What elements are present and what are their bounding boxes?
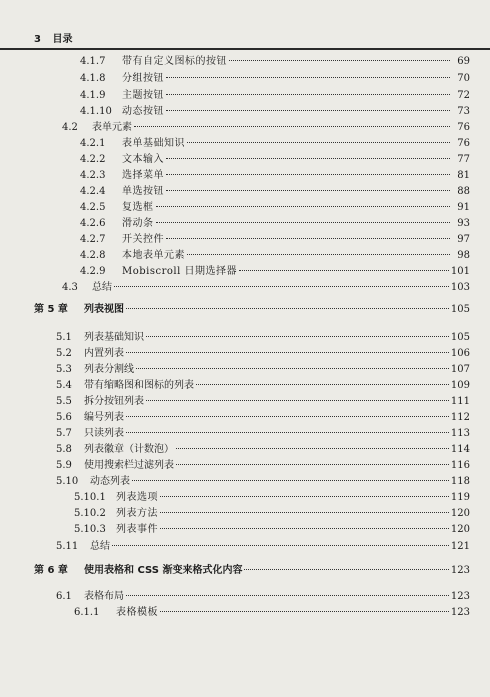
chapter-number: 第 6 章 bbox=[34, 565, 68, 576]
entry-page: 88 bbox=[457, 186, 470, 197]
entry-page: 120 bbox=[450, 508, 470, 519]
entry-page: 98 bbox=[457, 250, 470, 261]
entry-title: 本地表单元素 bbox=[122, 250, 185, 261]
entry-title: 列表方法 bbox=[116, 508, 158, 519]
toc-entry[interactable] bbox=[80, 265, 470, 279]
entry-title: 使用搜索栏过滤列表 bbox=[84, 460, 174, 471]
toc-entry[interactable] bbox=[80, 249, 470, 263]
leader-dots bbox=[146, 336, 449, 337]
entry-number: 4.3 bbox=[62, 282, 78, 293]
leader-dots bbox=[126, 432, 449, 433]
toc-entry[interactable] bbox=[56, 411, 470, 425]
entry-title: 列表分割线 bbox=[84, 364, 134, 375]
toc-entry[interactable] bbox=[80, 201, 470, 215]
header-rule bbox=[0, 48, 490, 50]
entry-title: 表格模板 bbox=[116, 607, 158, 618]
leader-dots bbox=[156, 206, 451, 207]
entry-title: 分组按钮 bbox=[122, 73, 164, 84]
entry-number: 6.1.1 bbox=[74, 607, 100, 618]
entry-title: 带有缩略图和图标的列表 bbox=[84, 380, 194, 391]
leader-dots bbox=[114, 286, 449, 287]
entry-number: 4.1.10 bbox=[80, 106, 112, 117]
entry-page: 107 bbox=[450, 364, 470, 375]
toc-entry[interactable] bbox=[56, 459, 470, 473]
entry-title: 滑动条 bbox=[122, 218, 154, 229]
entry-page: 70 bbox=[457, 73, 470, 84]
entry-page: 121 bbox=[450, 541, 470, 552]
entry-page: 101 bbox=[450, 266, 470, 277]
entry-page: 106 bbox=[450, 348, 470, 359]
toc-entry[interactable] bbox=[80, 153, 470, 167]
toc-entry[interactable] bbox=[56, 590, 470, 604]
toc-entry[interactable] bbox=[80, 89, 470, 103]
entry-number: 4.2.3 bbox=[80, 170, 106, 181]
entry-page: 81 bbox=[457, 170, 470, 181]
entry-number: 5.6 bbox=[56, 412, 72, 423]
entry-title: 动态列表 bbox=[90, 476, 130, 487]
toc-entry[interactable] bbox=[80, 55, 470, 69]
leader-dots bbox=[112, 545, 449, 546]
entry-title: 单选按钮 bbox=[122, 186, 164, 197]
toc-entry[interactable] bbox=[62, 121, 470, 135]
toc-entry[interactable] bbox=[80, 169, 470, 183]
page-header bbox=[34, 30, 80, 45]
entry-number: 5.2 bbox=[56, 348, 72, 359]
entry-number: 4.2.1 bbox=[80, 138, 106, 149]
entry-page: 91 bbox=[457, 202, 470, 213]
entry-page: 76 bbox=[457, 122, 470, 133]
header-chapter-number: 3 bbox=[34, 34, 41, 45]
leader-dots bbox=[126, 308, 449, 309]
toc-entry[interactable] bbox=[80, 185, 470, 199]
toc-entry[interactable] bbox=[80, 217, 470, 231]
entry-number: 6.1 bbox=[56, 591, 72, 602]
toc-entry[interactable] bbox=[80, 137, 470, 151]
entry-title: Mobiscroll 日期选择器 bbox=[122, 266, 237, 277]
leader-dots bbox=[136, 368, 449, 369]
entry-page: 118 bbox=[450, 476, 470, 487]
entry-page: 119 bbox=[450, 492, 470, 503]
toc-chapter-entry[interactable] bbox=[34, 564, 470, 578]
entry-page: 103 bbox=[450, 282, 470, 293]
toc-entry[interactable] bbox=[80, 72, 470, 86]
entry-number: 4.1.8 bbox=[80, 73, 106, 84]
entry-title: 内置列表 bbox=[84, 348, 124, 359]
toc-entry[interactable] bbox=[74, 507, 470, 521]
entry-page: 93 bbox=[457, 218, 470, 229]
leader-dots bbox=[166, 110, 450, 111]
entry-number: 4.1.7 bbox=[80, 56, 106, 67]
leader-dots bbox=[166, 190, 450, 191]
entry-number: 4.2.7 bbox=[80, 234, 106, 245]
entry-number: 5.4 bbox=[56, 380, 72, 391]
leader-dots bbox=[239, 270, 449, 271]
entry-page: 73 bbox=[457, 106, 470, 117]
entry-page: 114 bbox=[450, 444, 470, 455]
entry-number: 4.2 bbox=[62, 122, 78, 133]
entry-page: 116 bbox=[450, 460, 470, 471]
entry-number: 5.10.2 bbox=[74, 508, 106, 519]
entry-number: 4.1.9 bbox=[80, 90, 106, 101]
entry-title: 列表基础知识 bbox=[84, 332, 144, 343]
entry-title: 复选框 bbox=[122, 202, 154, 213]
entry-number: 4.2.8 bbox=[80, 250, 106, 261]
leader-dots bbox=[166, 94, 450, 95]
leader-dots bbox=[229, 60, 450, 61]
entry-page: 76 bbox=[457, 138, 470, 149]
entry-number: 4.2.5 bbox=[80, 202, 106, 213]
leader-dots bbox=[176, 448, 449, 449]
leader-dots bbox=[166, 158, 450, 159]
entry-page: 113 bbox=[450, 428, 470, 439]
entry-title: 列表事件 bbox=[116, 524, 158, 535]
toc-entry[interactable] bbox=[56, 540, 470, 554]
entry-page: 109 bbox=[450, 380, 470, 391]
entry-page: 72 bbox=[457, 90, 470, 101]
entry-number: 5.10 bbox=[56, 476, 79, 487]
entry-page: 97 bbox=[457, 234, 470, 245]
leader-dots bbox=[160, 496, 449, 497]
entry-number: 5.7 bbox=[56, 428, 72, 439]
toc-entry[interactable] bbox=[74, 523, 470, 537]
entry-title: 编号列表 bbox=[84, 412, 124, 423]
toc-entry[interactable] bbox=[56, 347, 470, 361]
chapter-number: 第 5 章 bbox=[34, 304, 68, 315]
entry-page: 123 bbox=[450, 591, 470, 602]
toc-entry[interactable] bbox=[56, 443, 470, 457]
toc-entry[interactable] bbox=[62, 281, 470, 295]
toc-entry[interactable] bbox=[56, 427, 470, 441]
entry-number: 5.5 bbox=[56, 396, 72, 407]
chapter-title: 使用表格和 CSS 渐变来格式化内容 bbox=[84, 565, 243, 576]
leader-dots bbox=[126, 416, 449, 417]
leader-dots bbox=[244, 569, 448, 570]
leader-dots bbox=[126, 595, 449, 596]
entry-page: 112 bbox=[450, 412, 470, 423]
leader-dots bbox=[187, 142, 450, 143]
entry-page: 123 bbox=[450, 607, 470, 618]
leader-dots bbox=[146, 400, 449, 401]
entry-page: 77 bbox=[457, 154, 470, 165]
entry-title: 选择菜单 bbox=[122, 170, 164, 181]
toc-entry[interactable] bbox=[74, 491, 470, 505]
entry-title: 动态按钮 bbox=[122, 106, 164, 117]
entry-title: 主题按钮 bbox=[122, 90, 164, 101]
entry-number: 5.9 bbox=[56, 460, 72, 471]
entry-number: 4.2.9 bbox=[80, 266, 106, 277]
entry-title: 只读列表 bbox=[84, 428, 124, 439]
toc-chapter-entry[interactable] bbox=[34, 303, 470, 317]
entry-title: 拆分按钮列表 bbox=[84, 396, 144, 407]
entry-page: 105 bbox=[450, 304, 470, 315]
entry-title: 开关控件 bbox=[122, 234, 164, 245]
entry-page: 123 bbox=[450, 565, 470, 576]
leader-dots bbox=[126, 352, 449, 353]
leader-dots bbox=[160, 528, 449, 529]
entry-title: 表单基础知识 bbox=[122, 138, 185, 149]
leader-dots bbox=[176, 464, 449, 465]
toc-entry[interactable] bbox=[56, 363, 470, 377]
entry-title: 总结 bbox=[92, 282, 112, 293]
toc-entry[interactable] bbox=[56, 331, 470, 345]
entry-number: 5.1 bbox=[56, 332, 72, 343]
entry-page: 120 bbox=[450, 524, 470, 535]
leader-dots bbox=[160, 512, 449, 513]
entry-page: 111 bbox=[450, 396, 470, 407]
entry-page: 69 bbox=[457, 56, 470, 67]
entry-title: 表格布局 bbox=[84, 591, 124, 602]
entry-number: 5.10.1 bbox=[74, 492, 106, 503]
toc-entry[interactable] bbox=[80, 105, 470, 119]
entry-title: 总结 bbox=[90, 541, 110, 552]
entry-number: 5.3 bbox=[56, 364, 72, 375]
entry-number: 4.2.6 bbox=[80, 218, 106, 229]
toc-entry[interactable] bbox=[56, 475, 470, 489]
entry-title: 文本输入 bbox=[122, 154, 164, 165]
entry-number: 5.11 bbox=[56, 541, 79, 552]
leader-dots bbox=[132, 480, 449, 481]
entry-title: 列表徽章（计数泡） bbox=[84, 444, 174, 455]
leader-dots bbox=[134, 126, 450, 127]
entry-page: 105 bbox=[450, 332, 470, 343]
toc-entry[interactable] bbox=[80, 233, 470, 247]
entry-number: 5.8 bbox=[56, 444, 72, 455]
entry-title: 带有自定义图标的按钮 bbox=[122, 56, 227, 67]
leader-dots bbox=[160, 611, 449, 612]
entry-number: 4.2.4 bbox=[80, 186, 106, 197]
header-label: 目录 bbox=[52, 34, 73, 45]
leader-dots bbox=[156, 222, 451, 223]
toc-entry[interactable] bbox=[56, 395, 470, 409]
leader-dots bbox=[166, 238, 450, 239]
toc-entry[interactable] bbox=[56, 379, 470, 393]
entry-title: 表单元素 bbox=[92, 122, 132, 133]
entry-number: 4.2.2 bbox=[80, 154, 106, 165]
toc-entry[interactable] bbox=[74, 606, 470, 620]
entry-title: 列表选项 bbox=[116, 492, 158, 503]
leader-dots bbox=[187, 254, 450, 255]
leader-dots bbox=[166, 174, 450, 175]
entry-number: 5.10.3 bbox=[74, 524, 106, 535]
chapter-title: 列表视图 bbox=[84, 304, 124, 315]
leader-dots bbox=[196, 384, 449, 385]
leader-dots bbox=[166, 77, 450, 78]
